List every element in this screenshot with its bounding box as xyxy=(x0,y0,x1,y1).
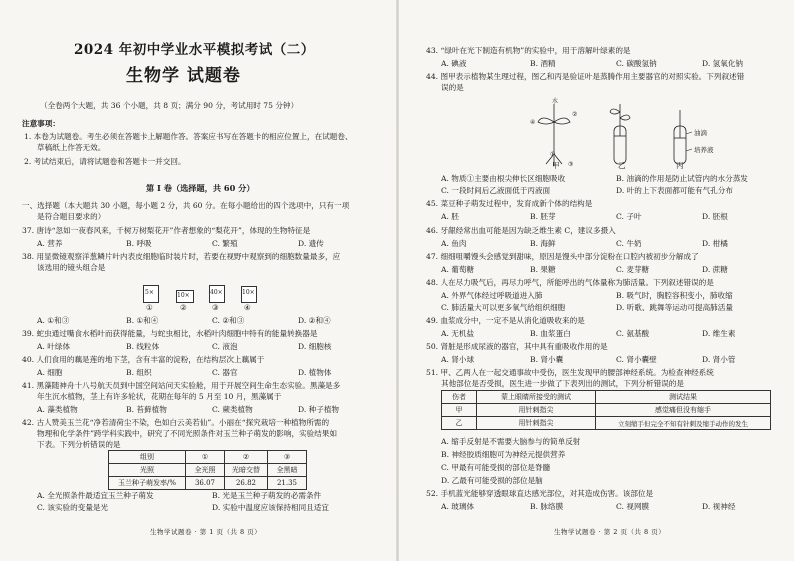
q47-opt-b: B. 果糖 xyxy=(530,265,556,274)
q37-opt-b: B. 呼吸 xyxy=(126,239,152,248)
lens-3-label: 40× xyxy=(210,289,223,296)
fig-label-4: ④ xyxy=(530,119,536,126)
table-cell: 26.82 xyxy=(225,477,268,490)
q42-stem-c: 下表。下列分析错误的是 xyxy=(37,440,121,449)
page-left xyxy=(0,0,390,561)
q47-stem: 47. 细细咀嚼馒头会感觉到甜味，原因是馒头中部分淀粉在口腔内被初步分解成了 xyxy=(426,252,699,261)
notice-title: 注意事项： xyxy=(22,119,60,128)
page-right xyxy=(404,0,794,561)
q45-opt-b: B. 胚芽 xyxy=(530,212,556,221)
q42-stem-a: 42. 古人赞美玉兰花“净若清荷尘不染，色如白云美若仙”。小丽在“探究栽培一种植物所需的 xyxy=(22,418,330,427)
table-row xyxy=(109,464,307,477)
q50-stem: 50. 肾脏是形成尿液的器官，其中具有重吸收作用的是 xyxy=(426,342,608,351)
table-cell: 立刻缩手但完全不知有针刺及缩手动作的发生 xyxy=(596,417,771,430)
table-cell: ② xyxy=(225,451,268,464)
transpiration-figure xyxy=(534,96,704,170)
table-cell: 组别 xyxy=(109,451,186,464)
table-cell: 甲 xyxy=(442,404,477,417)
fig-label-oil: 油滴 xyxy=(694,129,707,137)
lens-1-mark: ① xyxy=(146,303,153,312)
q51-opt-a: A. 缩手反射是不需要大脑参与的简单反射 xyxy=(441,437,581,446)
q43-opt-a: A. 碘液 xyxy=(441,59,467,68)
lens-2-mark: ② xyxy=(180,303,187,312)
q43-opt-d: D. 氢氧化钠 xyxy=(702,59,744,68)
table-cell: 全光照 xyxy=(186,464,225,477)
solution-pointer xyxy=(686,149,692,151)
q43-opt-c: C. 碳酸氢钠 xyxy=(616,59,657,68)
q42-stem-b: 物理和化学条件”跨学科实践中，研究了不同光照条件对玉兰种子萌发的影响，实验结果如 xyxy=(37,429,338,438)
table-cell: ① xyxy=(186,451,225,464)
q52-opt-a: A. 玻璃体 xyxy=(441,502,475,511)
q48-opt-c: C. 肺活量大可以更多氧气给组织细胞 xyxy=(441,303,566,312)
q44-opt-c: C. 一段时间后乙液面低于丙液面 xyxy=(441,186,551,195)
q44-opt-d: D. 叶的上下表面都可能有气孔分布 xyxy=(616,186,733,195)
q52-stem: 52. 手机蓝光能够穿透眼球直达感光部位，对其造成伤害。该部位是 xyxy=(426,489,654,498)
q48-opt-d: D. 听歌、跳舞等运动可提高肺活量 xyxy=(616,303,733,312)
fig-label-yi: 乙 xyxy=(618,161,626,170)
q41-stem-b: 年生沉水植物，茎上有许多轮状，花期在每年的 5 月至 10 月，黑藻属于 xyxy=(37,392,282,401)
lens-2-label: 10× xyxy=(177,292,190,299)
q45-opt-d: D. 胚根 xyxy=(702,212,728,221)
lens-4-mark: ④ xyxy=(244,303,251,312)
q40-opt-d: D. 植物体 xyxy=(298,368,332,377)
table-row xyxy=(442,391,771,404)
q38-opt-b: B. ①和④ xyxy=(126,316,159,325)
table-cell: ③ xyxy=(268,451,307,464)
q39-stem: 39. 蛇虫通过嘴食水稻叶而获得能量，与蛇虫相比，水稻叶肉细胞中特有的能量转换器是 xyxy=(22,329,318,338)
q50-opt-a: A. 肾小球 xyxy=(441,355,475,364)
q44-stem-a: 44. 图甲表示植物某生理过程，图乙和丙是验证叶是蒸腾作用主要器官的对照实验。下列叙述错 xyxy=(426,72,745,81)
part-1-heading: 第 I 卷（选择题，共 60 分） xyxy=(146,183,255,193)
fig-label-bing: 丙 xyxy=(676,161,684,170)
test-tube-bing xyxy=(674,110,686,164)
q41-opt-d: D. 种子植物 xyxy=(298,405,340,414)
q46-opt-a: A. 鱼肉 xyxy=(441,239,467,248)
table-cell: 21.35 xyxy=(268,477,307,490)
q40-stem: 40. 人们食用的藕是莲的地下茎，含有丰富的淀粉，在结构层次上藕属于 xyxy=(22,355,265,364)
q39-opt-d: D. 细胞核 xyxy=(298,342,332,351)
table-cell: 玉兰种子萌发率/% xyxy=(109,477,186,490)
table-row xyxy=(442,404,771,417)
q50-opt-c: C. 肾小囊壁 xyxy=(616,355,657,364)
table-cell: 乙 xyxy=(442,417,477,430)
q44-opt-b: B. 油滴的作用是防止试管内的水分蒸发 xyxy=(616,174,748,183)
q45-stem: 45. 菜豆种子萌发过程中，发育成新个体的结构是 xyxy=(426,199,593,208)
q51-stem-a: 51. 甲、乙两人在一起交通事故中受伤，医生发现甲的腰部神经系统。为检查神经系统 xyxy=(426,368,714,377)
table-cell: 光照 xyxy=(109,464,186,477)
q49-opt-b: B. 血浆蛋白 xyxy=(530,329,571,338)
q38-stem-a: 38. 用显微镜观察洋葱鳞片叶内表皮细胞临时装片时，若要在视野中观察到的细胞数量最多，应 xyxy=(22,252,341,261)
lens-1-label: 5× xyxy=(145,289,154,296)
q41-opt-a: A. 藻类植物 xyxy=(37,405,78,414)
q46-opt-b: B. 海鲜 xyxy=(530,239,556,248)
q41-opt-b: B. 苔藓植物 xyxy=(126,405,167,414)
table-cell: 测试结果 xyxy=(596,391,771,404)
q38-opt-d: D. ②和④ xyxy=(298,316,331,325)
notice-1a: 1. 本卷为试题卷。考生必须在答题卡上解题作答。答案应书写在答题卡的相应位置上，在试题卷、 xyxy=(24,132,353,141)
q52-opt-b: B. 脉络膜 xyxy=(530,502,564,511)
oil-pointer xyxy=(686,132,692,134)
fig-label-3: ③ xyxy=(568,161,574,168)
q48-opt-b: B. 吸气时，胸腔容积变小，肺收缩 xyxy=(616,291,733,300)
table-row xyxy=(109,477,307,490)
table-cell: 蒙上眼睛所接受的测试 xyxy=(477,391,596,404)
fig-label-water: 水 xyxy=(552,98,559,105)
q46-opt-c: C. 牛奶 xyxy=(616,239,642,248)
table-cell: 全黑暗 xyxy=(268,464,307,477)
q39-opt-a: A. 叶绿体 xyxy=(37,342,71,351)
section-intro-b: 是符合题目要求的） xyxy=(37,212,106,221)
q39-opt-c: C. 液泡 xyxy=(212,342,238,351)
q46-opt-d: D. 柑橘 xyxy=(702,239,728,248)
notice-2: 2. 考试结束后，请将试题卷和答题卡一并交回。 xyxy=(24,157,186,166)
q38-opt-a: A. ①和③ xyxy=(37,316,70,325)
q42-opt-b: B. 光是玉兰种子萌发的必需条件 xyxy=(212,491,322,500)
q47-opt-a: A. 葡萄糖 xyxy=(441,265,475,274)
table-cell: 伤者 xyxy=(442,391,477,404)
q47-opt-d: D. 蔗糖 xyxy=(702,265,728,274)
q50-opt-b: B. 肾小囊 xyxy=(530,355,564,364)
q38-stem-b: 该选用的镜头组合是 xyxy=(37,263,106,272)
q40-opt-c: C. 器官 xyxy=(212,368,238,377)
lens-3-mark: ③ xyxy=(212,303,219,312)
q46-stem: 46. 牙龈经常出血可能是因为缺乏维生素 C，建议多摄入 xyxy=(426,226,616,235)
q50-opt-d: D. 肾小管 xyxy=(702,355,736,364)
q37-opt-d: D. 遗传 xyxy=(298,239,324,248)
q41-opt-c: C. 蕨类植物 xyxy=(212,405,253,414)
fig-label-2: ② xyxy=(572,111,578,118)
q49-opt-a: A. 无机盐 xyxy=(441,329,475,338)
test-tube-yi xyxy=(610,104,630,164)
table-cell: 36.07 xyxy=(186,477,225,490)
table-row xyxy=(109,451,307,464)
exam-intro: （全卷两个大题，共 36 个小题，共 8 页；满分 90 分，考试用时 75 分钟） xyxy=(40,101,299,110)
fig-label-solution: 培养液 xyxy=(694,146,714,154)
q37-opt-a: A. 营养 xyxy=(37,239,63,248)
q40-opt-a: A. 细胞 xyxy=(37,368,63,377)
page-fold xyxy=(396,0,399,561)
table-cell: 感觉痛但没有缩手 xyxy=(596,404,771,417)
q52-opt-d: D. 视神经 xyxy=(702,502,736,511)
q39-opt-b: B. 线粒体 xyxy=(126,342,160,351)
q37-stem: 37. 唐诗“忽如一夜春风来，千树万树梨花开”作者想象的“梨花开”，体现的生物特征是 xyxy=(22,226,311,235)
q44-opt-a: A. 物质①主要由根尖伸长区细胞吸收 xyxy=(441,174,566,183)
q42-opt-c: C. 该实验的变量是光 xyxy=(37,503,109,512)
q44-stem-b: 误的是 xyxy=(441,83,464,92)
q51-opt-b: B. 神经胶质细胞可为神经元提供营养 xyxy=(441,450,566,459)
q45-opt-c: C. 子叶 xyxy=(616,212,642,221)
fig-label-jia: 甲 xyxy=(552,161,560,170)
q47-opt-c: C. 麦芽糖 xyxy=(616,265,650,274)
page-footer-left: 生物学试题卷 · 第 1 页（共 8 页） xyxy=(150,528,262,536)
q51-opt-d: D. 乙最有可能受损的部位是脑 xyxy=(441,476,543,485)
page-footer-right: 生物学试题卷 · 第 2 页（共 8 页） xyxy=(554,528,666,536)
q51-stem-b: 其他部位是否受损，医生进一步做了下表列出的测试，下列分析错误的是 xyxy=(441,379,684,388)
q45-opt-a: A. 胚 xyxy=(441,212,459,221)
table-cell: 光暗交替 xyxy=(225,464,268,477)
q40-opt-b: B. 组织 xyxy=(126,368,152,377)
lens-4-label: 10× xyxy=(242,289,255,296)
germination-table xyxy=(108,450,307,490)
q51-opt-c: C. 甲最有可能受损的部位是脊髓 xyxy=(441,463,551,472)
q49-opt-d: D. 维生素 xyxy=(702,329,736,338)
q48-opt-a: A. 外界气体经过呼吸道进入肺 xyxy=(441,291,543,300)
exam-title: 2024 年初中学业水平模拟考试（二） xyxy=(74,42,315,58)
q37-opt-c: C. 繁殖 xyxy=(212,239,238,248)
q43-opt-b: B. 酒精 xyxy=(530,59,556,68)
q52-opt-c: C. 视网膜 xyxy=(616,502,650,511)
exam-subtitle: 生物学 试题卷 xyxy=(126,66,241,86)
q43-stem: 43. “绿叶在光下制造有机物”的实验中，用于溶解叶绿素的是 xyxy=(426,46,631,55)
q41-stem-a: 41. 黑藻随神舟十八号航天员到中国空间站问天实验舱，用于开展空间生命生态实验。黑藻是多 xyxy=(22,381,341,390)
injury-test-table xyxy=(441,390,771,430)
q49-stem: 49. 血浆成分中，一定不是从消化道吸收来的是 xyxy=(426,316,585,325)
notice-1b: 草稿纸上作答无效。 xyxy=(37,143,106,152)
section-intro-a: 一、选择题（本大题共 30 小题，每小题 2 分，共 60 分。在每小题给出的四个选项中，只有一项 xyxy=(22,201,350,210)
q48-stem: 48. 人在尽力吸气后，再尽力呼气，所能呼出的气体量称为肺活量。下列叙述错误的是 xyxy=(426,278,714,287)
table-cell: 用针刺指尖 xyxy=(477,404,596,417)
q42-opt-a: A. 全光照条件最适宜玉兰种子萌发 xyxy=(37,491,154,500)
q42-opt-d: D. 实验中温度应该保持相同且适宜 xyxy=(212,503,329,512)
q38-opt-c: C. ②和③ xyxy=(212,316,245,325)
q49-opt-c: C. 氨基酸 xyxy=(616,329,650,338)
fig-label-1: ① xyxy=(550,151,556,158)
table-row xyxy=(442,417,771,430)
table-cell: 用针刺指尖 xyxy=(477,417,596,430)
